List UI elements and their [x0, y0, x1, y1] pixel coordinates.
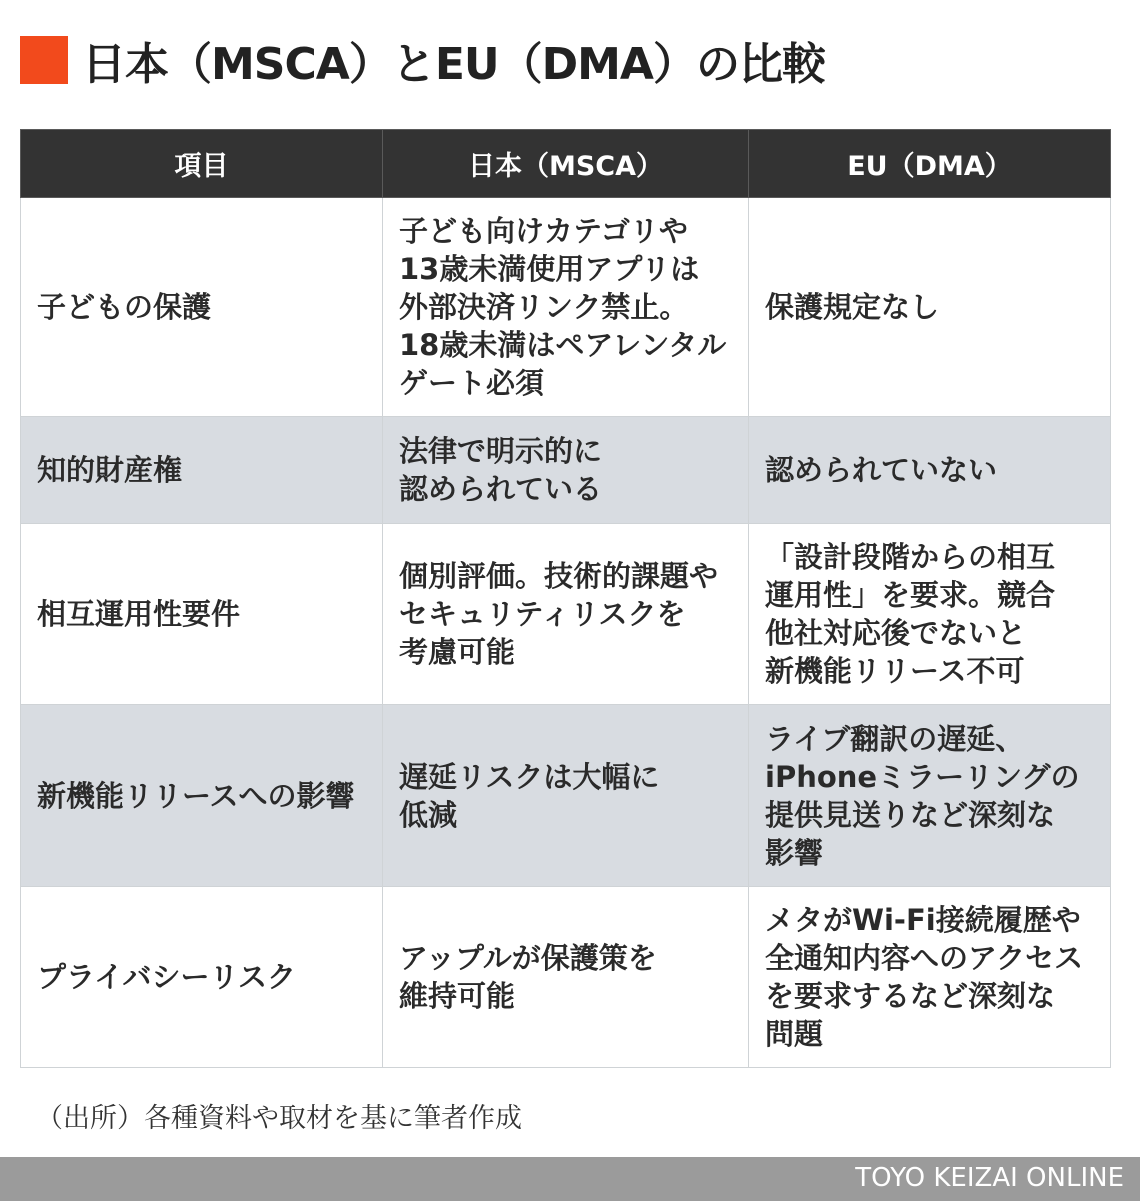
row-eu: 認められていない	[749, 417, 1111, 524]
row-eu: メタがWi-Fi接続履歴や 全通知内容へのアクセス を要求するなど深刻な 問題	[749, 887, 1111, 1068]
row-item: 子どもの保護	[21, 198, 383, 417]
row-eu: 保護規定なし	[749, 198, 1111, 417]
row-japan: 遅延リスクは大幅に 低減	[383, 705, 749, 887]
comparison-table	[20, 129, 1111, 1068]
row-item: 相互運用性要件	[21, 524, 383, 705]
table-row	[21, 705, 1111, 887]
row-eu: ライブ翻訳の遅延、 iPhoneミラーリングの 提供見送りなど深刻な 影響	[749, 705, 1111, 887]
row-item: 知的財産権	[21, 417, 383, 524]
page-title-area	[20, 30, 825, 90]
table-header-row	[21, 130, 1111, 198]
title-marker	[20, 36, 68, 84]
source-note: （出所）各種資料や取材を基に筆者作成	[36, 1103, 522, 1134]
table-row	[21, 887, 1111, 1068]
table-row	[21, 198, 1111, 417]
header-eu: EU（DMA）	[749, 130, 1111, 198]
row-japan: アップルが保護策を 維持可能	[383, 887, 749, 1068]
table-row	[21, 524, 1111, 705]
page-title: 日本（MSCA）とEU（DMA）の比較	[82, 39, 825, 90]
table-row	[21, 417, 1111, 524]
row-japan: 個別評価。技術的課題や セキュリティリスクを 考慮可能	[383, 524, 749, 705]
row-eu: 「設計段階からの相互 運用性」を要求。競合 他社対応後でないと 新機能リリース不可	[749, 524, 1111, 705]
footer-bar	[0, 1157, 1140, 1201]
row-item: プライバシーリスク	[21, 887, 383, 1068]
row-japan: 法律で明示的に 認められている	[383, 417, 749, 524]
header-item: 項目	[21, 130, 383, 198]
row-item: 新機能リリースへの影響	[21, 705, 383, 887]
brand-label: TOYO KEIZAI ONLINE	[855, 1163, 1124, 1193]
row-japan: 子ども向けカテゴリや 13歳未満使用アプリは 外部決済リンク禁止。 18歳未満はペアレンタル ゲート必須	[383, 198, 749, 417]
header-japan: 日本（MSCA）	[383, 130, 749, 198]
